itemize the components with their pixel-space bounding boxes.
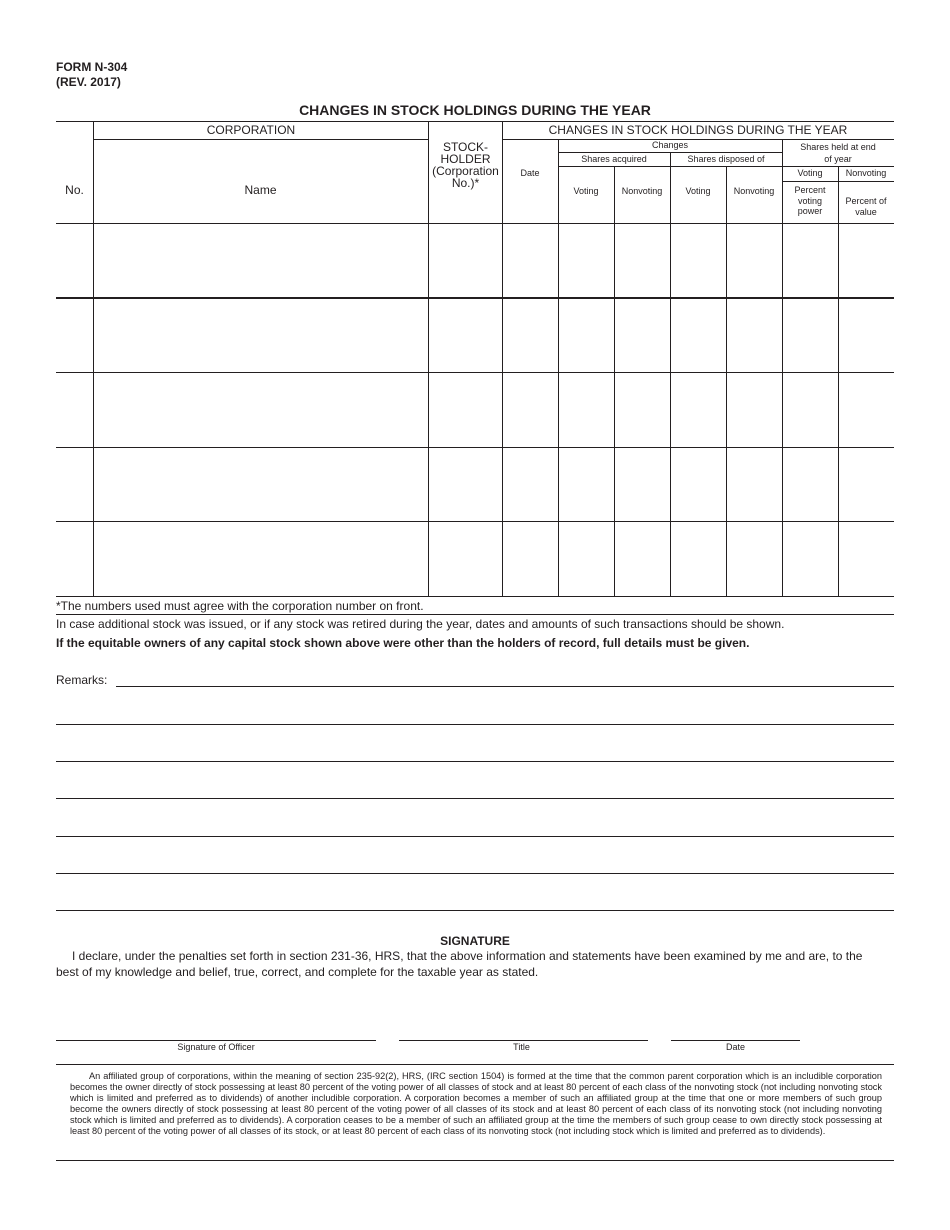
shares-held-subheader: Shares held at end of year (800, 142, 876, 164)
remarks-line[interactable] (56, 724, 894, 725)
remarks-line[interactable] (56, 873, 894, 874)
held-voting-header: Voting (797, 168, 823, 178)
shares-disposed-subheader: Shares disposed of (687, 154, 765, 164)
corporation-group-header: CORPORATION (206, 123, 296, 137)
footnote: *The numbers used must agree with the corporation number on front. (56, 599, 424, 613)
col-name-header: Name (244, 183, 277, 197)
remarks-line[interactable] (56, 761, 894, 762)
percent-voting-header: Percent voting power (794, 185, 826, 216)
col-stockholder-header: STOCK-HOLDER (Corporation No.)* (432, 140, 499, 190)
officer-signature-label: Signature of Officer (177, 1042, 255, 1052)
changes-group-header: CHANGES IN STOCK HOLDINGS DURING THE YEAR (548, 123, 848, 137)
remarks-line[interactable] (56, 798, 894, 799)
title-label: Title (513, 1042, 530, 1052)
signature-heading: SIGNATURE (440, 934, 510, 948)
officer-signature-line[interactable] (56, 1040, 376, 1041)
percent-value-header: Percent of value (845, 196, 887, 217)
form-number: FORM N-304 (56, 60, 128, 74)
date-line[interactable] (671, 1040, 800, 1041)
remarks-line[interactable] (56, 836, 894, 837)
declaration-line-2: best of my knowledge and belief, true, correct, and complete for the taxable year as stated. (56, 965, 539, 979)
remarks-label: Remarks: (56, 673, 108, 687)
acquired-nonvoting-header: Nonvoting (621, 186, 663, 196)
acquired-voting-header: Voting (573, 186, 599, 196)
changes-subheader: Changes (651, 140, 689, 150)
affiliated-group-note: An affiliated group of corporations, within the meaning of section 235-92(2), HRS, (IRC section 1504) is formed at the time that the common parent corporation which is an includible corporation becomes the owner directly of stock possessing at least 80 percent of the voting power of all classes of stock and at least 80 percent of each class of the nonvoting stock (not including nonvoting stock which is limited and preferred as to dividends) of another includible corporation. A corporation becomes a member of such an affiliated group at the time that one or more members of such group become the owners directly of stock possessing at least 80 percent of the voting power of all classes of its stock and at least 80 percent of each class of its nonvoting stock (not including nonvoting stock which is limited and preferred as to dividends). A corporation ceases to be a member of such an affiliated group at the time the members of such group cease to own directly stock possessing at least 80 percent of the voting power of all classes of its stock, or at least 80 percent of each class of its nonvoting stock (not including stock which is limited and preferred as to dividends). (70, 1071, 882, 1137)
declaration-line-1: I declare, under the penalties set forth in section 231-36, HRS, that the above information and statements have been examined by me and are, to the (72, 949, 863, 963)
form-revision: (REV. 2017) (56, 75, 121, 89)
remarks-line[interactable] (116, 686, 894, 687)
disposed-nonvoting-header: Nonvoting (733, 186, 775, 196)
col-no-header: No. (65, 183, 84, 197)
date-label: Date (725, 1042, 745, 1052)
held-nonvoting-header: Nonvoting (845, 168, 887, 178)
remarks-line[interactable] (56, 910, 894, 911)
equitable-owners-note: If the equitable owners of any capital stock shown above were other than the holders of record, full details must be given. (56, 636, 750, 650)
title-line[interactable] (399, 1040, 648, 1041)
page-title: CHANGES IN STOCK HOLDINGS DURING THE YEAR (299, 102, 651, 118)
shares-acquired-subheader: Shares acquired (581, 154, 647, 164)
col-date-header: Date (520, 168, 540, 178)
additional-stock-note: In case additional stock was issued, or if any stock was retired during the year, dates and amounts of such transactions should be shown. (56, 617, 785, 631)
disposed-voting-header: Voting (685, 186, 711, 196)
